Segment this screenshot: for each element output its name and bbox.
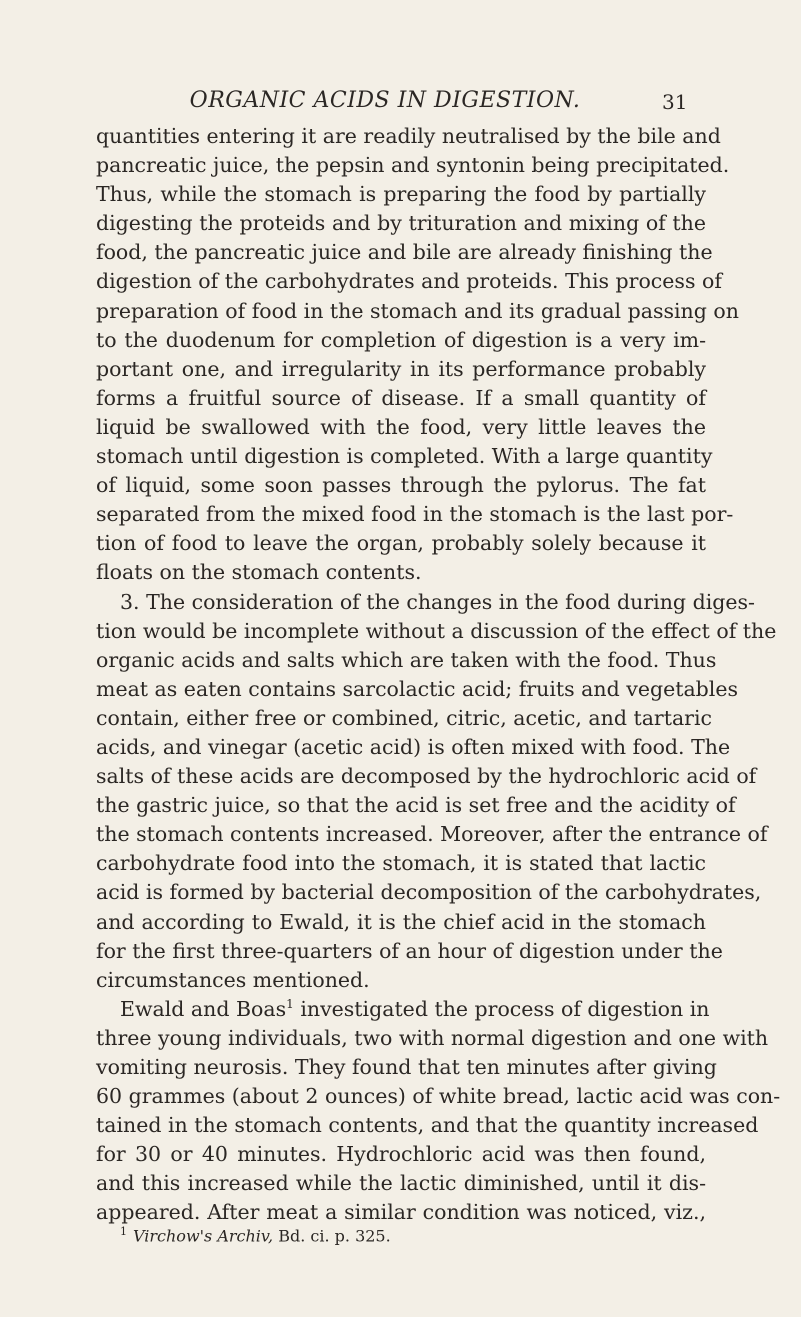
text-line: stomach until digestion is completed. With a large quantity [96, 444, 713, 469]
text-line: Thus, while the stomach is preparing the food by partially [96, 182, 706, 207]
text-line: floats on the stomach contents. [96, 560, 422, 585]
footnote [120, 1225, 391, 1245]
text-line: separated from the mixed food in the stomach is the last por- [96, 502, 734, 527]
footnote-journal: Virchow's Archiv, [133, 1226, 274, 1246]
text-line: for the first three-quarters of an hour of digestion under the [96, 938, 723, 963]
text-line: tion of food to leave the organ, probably solely because it [96, 531, 706, 556]
text-line: salts of these acids are decomposed by the hydrochloric acid of [96, 764, 757, 789]
text-line [96, 995, 710, 1024]
text-line: portant one, and irregularity in its performance probably [96, 356, 706, 381]
text-span: investigated the process of digestion in [293, 996, 710, 1021]
text-line: acids, and vinegar (acetic acid) is often mixed with food. The [96, 734, 731, 759]
text-line: appeared. After meat a similar condition was noticed, viz., [96, 1200, 706, 1225]
text-line: preparation of food in the stomach and its gradual passing on [96, 298, 739, 323]
text-line: quantities entering it are readily neutralised by the bile and [96, 124, 721, 148]
text-line: forms a fruitful source of disease. If a small quantity of [96, 385, 706, 410]
page-number: 31 [662, 90, 688, 114]
text-line: contain, either free or combined, citric, acetic, and tartaric [96, 705, 713, 730]
running-title: ORGANIC ACIDS IN DIGESTION. [189, 88, 581, 113]
text-line: meat as eaten contains sarcolactic acid; fruits and vegetables [96, 676, 738, 701]
text-line: pancreatic juice, the pepsin and syntonin being precipitated. [96, 153, 730, 178]
text-line: tained in the stomach contents, and that the quantity increased [96, 1113, 759, 1138]
text-line: three young individuals, two with normal digestion and one with [96, 1025, 769, 1050]
text-line: 60 grammes (about 2 ounces) of white bread, lactic acid was con- [96, 1084, 781, 1109]
text-line: and this increased while the lactic diminished, until it dis- [96, 1171, 706, 1196]
citation-text: Ewald and Boas [120, 996, 287, 1021]
footnote-reference-text: Bd. ci. p. 325. [273, 1226, 391, 1246]
text-line: circumstances mentioned. [96, 967, 370, 992]
text-line: vomiting neurosis. They found that ten minutes after giving [96, 1055, 717, 1079]
text-line: food, the pancreatic juice and bile are already finishing the [96, 240, 713, 265]
text-line: the gastric juice, so that the acid is set free and the acidity of [96, 793, 736, 818]
text-line: tion would be incomplete without a discussion of the effect of the [96, 618, 777, 643]
text-line: 3. The consideration of the changes in the food during diges- [120, 589, 755, 614]
text-line: carbohydrate food into the stomach, it is stated that lactic [96, 851, 706, 876]
text-line: digesting the proteids and by trituration and mixing of the [96, 211, 706, 236]
text-line: organic acids and salts which are taken with the food. Thus [96, 647, 717, 672]
text-line: liquid be swallowed with the food, very little leaves the [96, 414, 706, 439]
text-line: of liquid, some soon passes through the pylorus. The fat [96, 473, 706, 498]
text-line: and according to Ewald, it is the chief acid in the stomach [96, 909, 706, 934]
footnote-mark: 1 [120, 1225, 127, 1238]
footnote-reference: 1 [286, 996, 294, 1011]
text-line: the stomach contents increased. Moreover, after the entrance of [96, 822, 768, 847]
text-line: acid is formed by bacterial decomposition of the carbohydrates, [96, 880, 762, 905]
body-text [96, 122, 781, 1228]
text-line: digestion of the carbohydrates and proteids. This process of [96, 269, 722, 294]
text-line: for 30 or 40 minutes. Hydrochloric acid was then found, [96, 1142, 706, 1167]
text-line: to the duodenum for completion of digestion is a very im- [96, 327, 706, 352]
